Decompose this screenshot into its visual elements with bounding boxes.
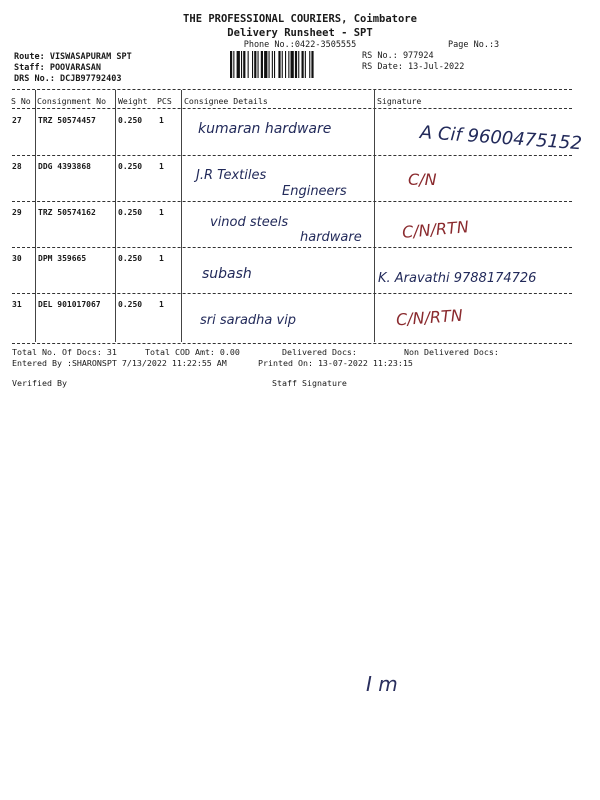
rs-date: RS Date: 13-Jul-2022 xyxy=(362,62,465,72)
staff-signature: Staff Signature xyxy=(272,378,347,388)
row-weight: 0.250 xyxy=(118,116,143,125)
phone-number: Phone No.:0422-3505555 xyxy=(243,40,357,50)
company-title: THE PROFESSIONAL COURIERS, Coimbatore xyxy=(183,13,417,25)
col-weight: Weight xyxy=(118,96,148,106)
row-signature: K. Aravathi 9788174726 xyxy=(378,271,537,286)
row-pcs: 1 xyxy=(159,116,164,125)
row-consignment: TRZ 50574457 xyxy=(38,116,96,125)
row-signature: A Cif 9600475152 xyxy=(419,122,583,155)
page-number: Page No.:3 xyxy=(448,40,500,50)
row-sno: 30 xyxy=(12,254,22,263)
row-divider xyxy=(12,155,572,156)
row-signature: C/N xyxy=(408,170,437,189)
row-sno: 29 xyxy=(12,208,22,217)
delivered-docs: Delivered Docs: xyxy=(282,347,357,357)
divider xyxy=(12,89,572,90)
row-consignee: subash xyxy=(202,266,252,282)
row-consignee-line2: hardware xyxy=(300,230,362,245)
row-sno: 27 xyxy=(12,116,22,125)
row-pcs: 1 xyxy=(159,208,164,217)
col-consignee: Consignee Details xyxy=(184,96,268,106)
handwritten-mark: I m xyxy=(366,672,398,696)
runsheet-title: Delivery Runsheet - SPT xyxy=(227,27,373,39)
col-consignment: Consignment No xyxy=(37,96,107,106)
row-divider xyxy=(12,247,572,248)
row-pcs: 1 xyxy=(159,254,164,263)
row-divider xyxy=(12,201,572,202)
row-consignee: vinod steels xyxy=(210,215,289,230)
row-weight: 0.250 xyxy=(118,208,143,217)
row-pcs: 1 xyxy=(159,162,164,171)
row-weight: 0.250 xyxy=(118,254,143,263)
col-pcs: PCS xyxy=(157,96,172,106)
rs-number: RS No.: 977924 xyxy=(362,51,434,61)
drs-number: DRS No.: DCJB97792403 xyxy=(14,74,122,84)
row-weight: 0.250 xyxy=(118,162,143,171)
total-docs: Total No. Of Docs: 31 xyxy=(12,347,117,357)
barcode xyxy=(230,51,364,78)
row-consignment: DEL 901017067 xyxy=(38,300,101,309)
row-consignment: TRZ 50574162 xyxy=(38,208,96,217)
row-weight: 0.250 xyxy=(118,300,143,309)
row-pcs: 1 xyxy=(159,300,164,309)
row-sno: 28 xyxy=(12,162,22,171)
row-consignment: DDG 4393868 xyxy=(38,162,91,171)
non-delivered-docs: Non Delivered Docs: xyxy=(404,347,499,357)
verified-by: Verified By xyxy=(12,378,67,388)
col-signature: Signature xyxy=(377,96,422,106)
total-cod: Total COD Amt: 0.00 xyxy=(145,347,240,357)
row-signature: C/N/RTN xyxy=(401,217,470,242)
entered-by: Entered By :SHARONSPT 7/13/2022 11:22:55 AM xyxy=(12,358,227,368)
row-consignment: DPM 359665 xyxy=(38,254,87,263)
col-sno: S No xyxy=(11,96,31,106)
column-rule xyxy=(35,90,36,342)
column-rule xyxy=(115,90,116,342)
column-rule xyxy=(181,90,182,342)
staff: Staff: POOVARASAN xyxy=(14,63,101,73)
column-rule xyxy=(374,90,375,342)
divider xyxy=(12,108,572,109)
row-consignee: sri saradha vip xyxy=(200,313,297,328)
row-consignee-line2: Engineers xyxy=(282,184,347,199)
row-consignee: kumaran hardware xyxy=(198,121,332,137)
row-consignee: J.R Textiles xyxy=(196,168,267,183)
row-signature: C/N/RTN xyxy=(395,305,464,330)
route: Route: VISWASAPURAM SPT xyxy=(14,52,132,62)
row-divider xyxy=(12,343,572,344)
row-sno: 31 xyxy=(12,300,22,309)
row-divider xyxy=(12,293,572,294)
printed-on: Printed On: 13-07-2022 11:23:15 xyxy=(258,358,413,368)
